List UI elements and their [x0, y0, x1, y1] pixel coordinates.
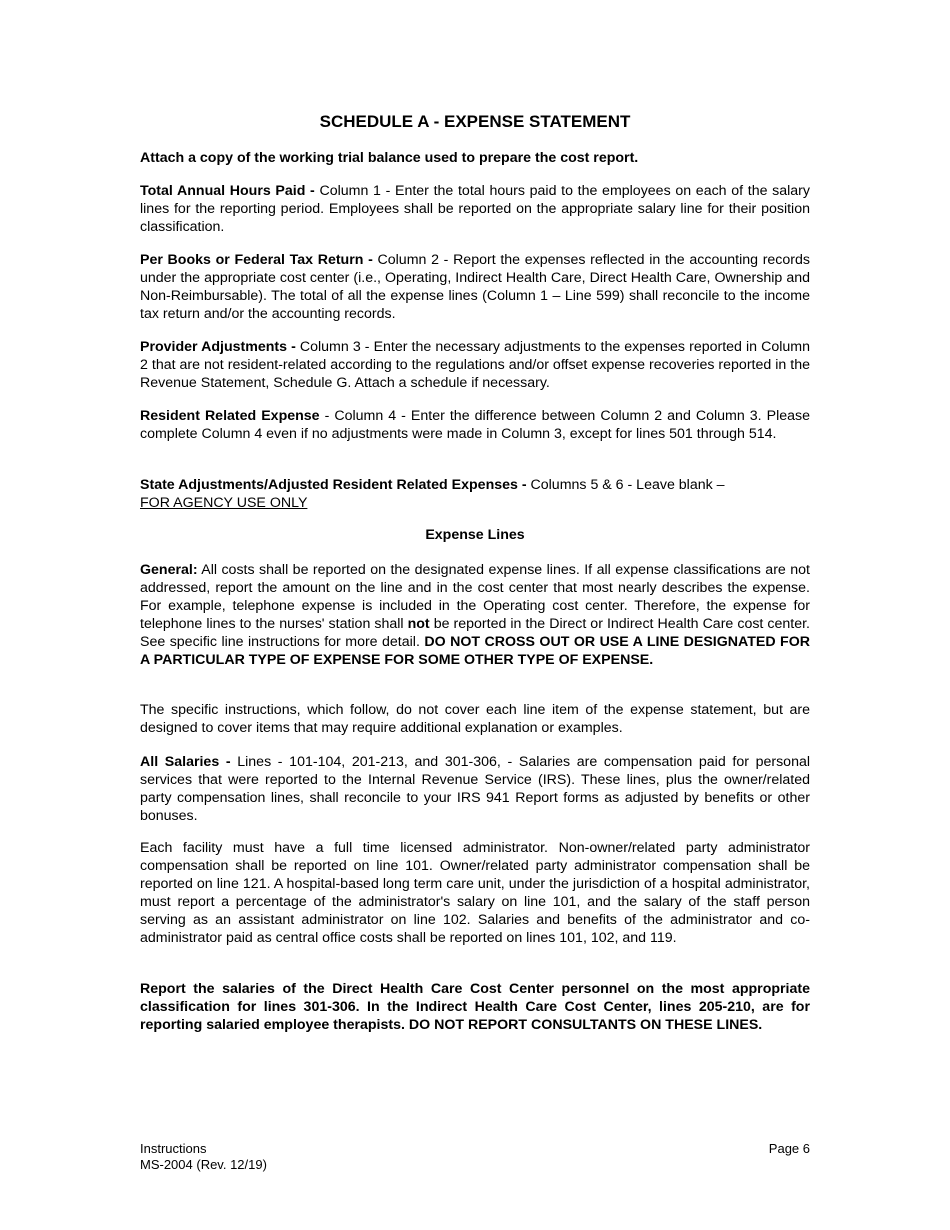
resident-related-paragraph	[140, 407, 810, 443]
all-salaries-label: All Salaries -	[140, 754, 231, 770]
provider-adjustments-label: Provider Adjustments -	[140, 339, 296, 355]
general-text-1: All costs shall be reported on the designated expense lines. If all expense classifications are not addressed, report the amount on the line and in the cost center that most nearly describes the expense. For example, telephone expense is included in the Operating cost center. Therefore, the expense for telephone lines to the nurses' station shall	[140, 562, 810, 632]
provider-adjustments-paragraph	[140, 338, 810, 392]
page-number: Page 6	[768, 1141, 810, 1156]
all-salaries-text: Lines - 101-104, 201-213, and 301-306, - Salaries are compensation paid for personal services that were reported to the Internal Revenue Service (IRS). These lines, plus the owner/related party compensation lines, shall reconcile to your IRS 941 Report forms as adjusted by benefits or other bonuses.	[140, 754, 811, 824]
expense-lines-heading: Expense Lines	[425, 527, 525, 543]
per-books-paragraph	[140, 251, 810, 323]
per-books-label: Per Books or Federal Tax Return -	[140, 252, 373, 268]
total-hours-label: Total Annual Hours Paid -	[140, 183, 315, 199]
per-books-text: Column 2 - Report the expenses reflected in the accounting records under the appropriate cost center (i.e., Operating, Indirect Health Care, Direct Health Care, Ownership and Non-Reimbursable). The total of all the expense lines (Column 1 – Line 599) shall reconcile to the income tax return and/or the accounting records.	[140, 252, 810, 322]
general-paragraph	[140, 561, 810, 669]
all-salaries-paragraph	[140, 753, 810, 825]
resident-related-text: - Column 4 - Enter the difference between Column 2 and Column 3. Please complete Column 4 even if no adjustments were made in Column 3, except for lines 501 through 514.	[140, 408, 811, 442]
footer-left	[140, 1141, 267, 1173]
general-warning: DO NOT CROSS OUT OR USE A LINE DESIGNATED FOR A PARTICULAR TYPE OF EXPENSE FOR SOME OTHER TYPE OF EXPENSE.	[140, 634, 810, 668]
state-adjustments-paragraph	[140, 476, 810, 512]
general-not: not	[407, 616, 430, 632]
specific-instructions-paragraph: The specific instructions, which follow, do not cover each line item of the expense statement, but are designed to cover items that may require additional explanation or examples.	[140, 702, 810, 736]
provider-adjustments-text: Column 3 - Enter the necessary adjustments to the expenses reported in Column 2 that are not resident-related according to the regulations and/or offset expense recoveries reported in the Revenue Statement, Schedule G. Attach a schedule if necessary.	[140, 339, 810, 391]
general-text-2: be reported in the Direct or Indirect Health Care cost center. See specific line instructions for more detail.	[140, 616, 810, 650]
total-hours-paragraph	[140, 182, 810, 236]
report-salaries-paragraph: Report the salaries of the Direct Health Care Cost Center personnel on the most appropriate classification for lines 301-306. In the Indirect Health Care Cost Center, lines 205-210, are for reporting salaried employee therapists. DO NOT REPORT CONSULTANTS ON THESE LINES.	[140, 981, 810, 1033]
page-title: SCHEDULE A - EXPENSE STATEMENT	[319, 112, 631, 131]
agency-use-only: FOR AGENCY USE ONLY	[140, 495, 308, 511]
state-adjustments-text: Columns 5 & 6 - Leave blank –	[526, 477, 725, 493]
footer-form-number: MS-2004 (Rev. 12/19)	[140, 1157, 267, 1172]
attach-note: Attach a copy of the working trial balance used to prepare the cost report.	[140, 150, 639, 166]
footer-instructions: Instructions	[140, 1141, 207, 1156]
administrator-paragraph: Each facility must have a full time licensed administrator. Non-owner/related party administrator compensation shall be reported on line 101. Owner/related party administrator compensation shall be reported on line 121. A hospital-based long term care unit, under the jurisdiction of a hospital administrator, must report a percentage of the administrator's salary on line 101, and the salary of the staff person serving as an assistant administrator on line 102. Salaries and benefits of the administrator and co-administrator paid as central office costs shall be reported on lines 101, 102, and 119.	[140, 840, 810, 946]
state-adjustments-label: State Adjustments/Adjusted Resident Related Expenses -	[140, 477, 527, 493]
total-hours-text: Column 1 - Enter the total hours paid to the employees on each of the salary lines for the reporting period. Employees shall be reported on the appropriate salary line for their position classification.	[140, 183, 810, 235]
resident-related-label: Resident Related Expense	[140, 408, 320, 424]
general-label: General:	[140, 562, 198, 578]
